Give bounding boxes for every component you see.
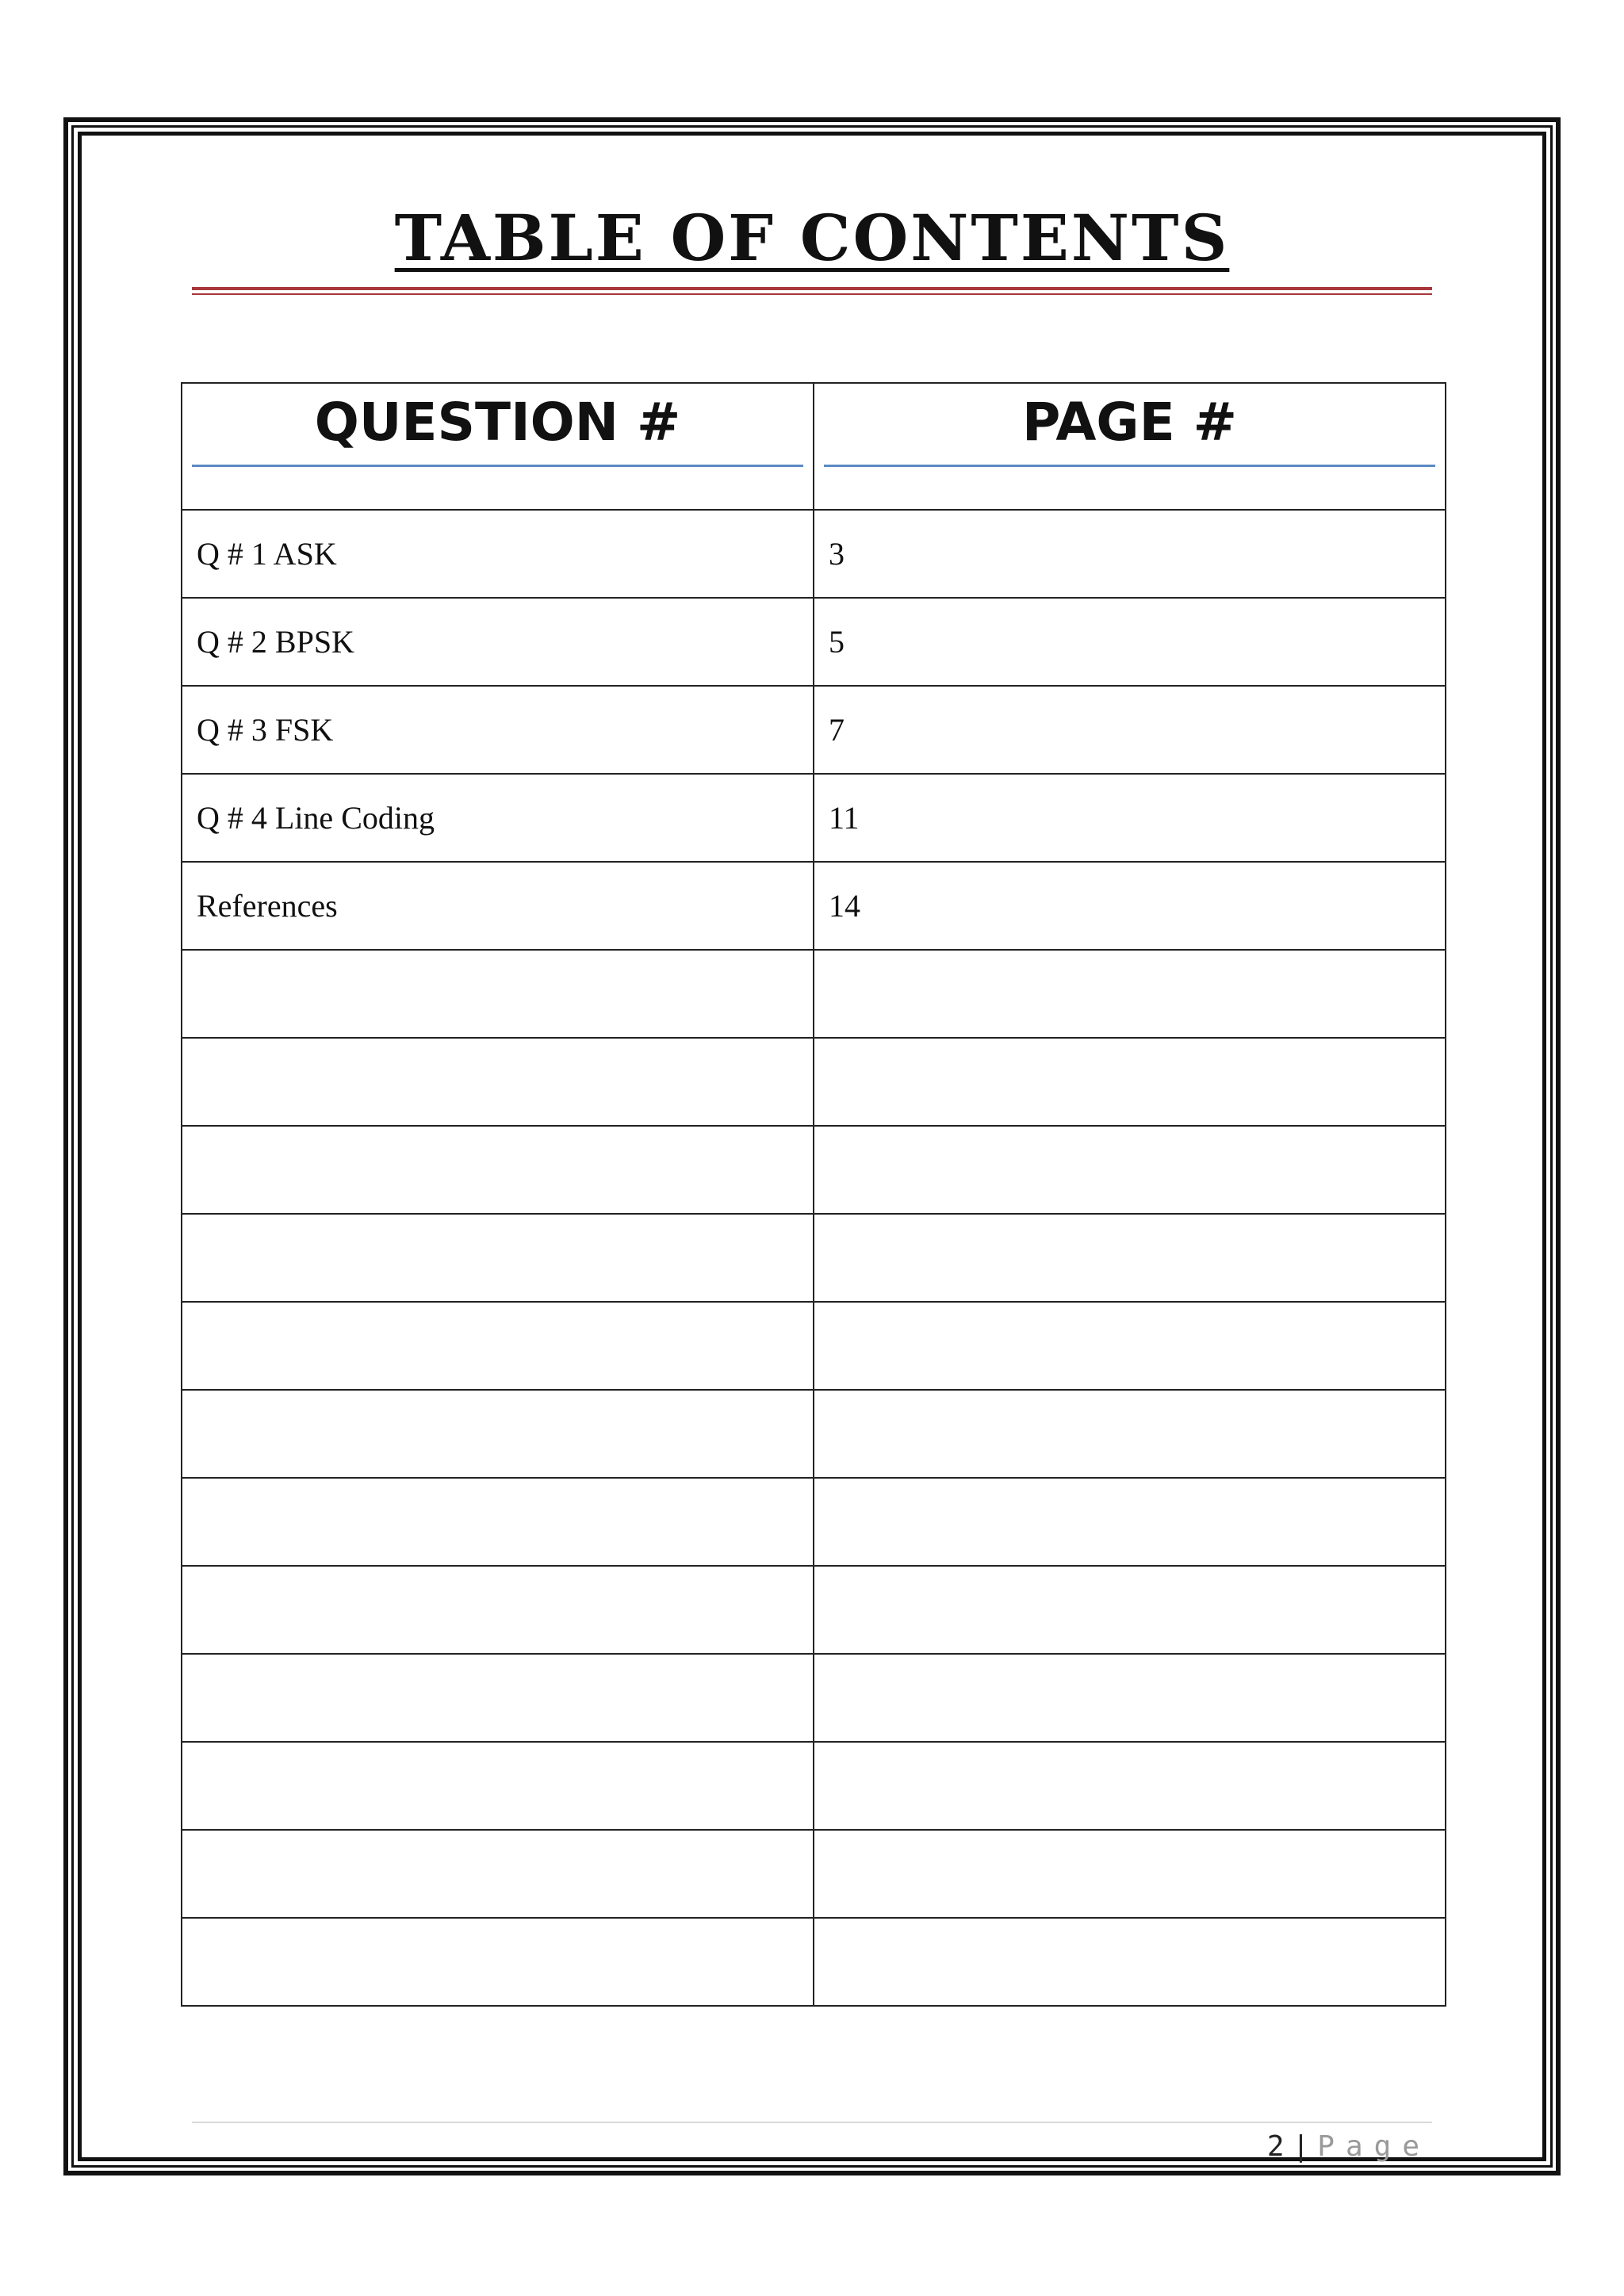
table-row (182, 862, 1446, 950)
header-underline (824, 465, 1435, 467)
toc-page-cell (814, 1742, 1446, 1830)
toc-question-cell (182, 1214, 814, 1302)
table-row (182, 1742, 1446, 1830)
toc-page-text: 7 (829, 712, 845, 748)
footer-page-number: 2 (1266, 2130, 1285, 2163)
page-footer (1267, 2130, 1431, 2164)
table-row (182, 686, 1446, 774)
toc-page-text: 3 (829, 536, 845, 572)
toc-page-text: 5 (829, 624, 845, 660)
toc-question-cell (182, 1918, 814, 2006)
table-row (182, 598, 1446, 686)
toc-question-cell (182, 598, 814, 686)
toc-question-cell (182, 1390, 814, 1478)
toc-page-cell (814, 1918, 1446, 2006)
toc-question-text (182, 1592, 197, 1628)
toc-question-cell (182, 1742, 814, 1830)
table-row (182, 1390, 1446, 1478)
toc-header-page (814, 383, 1446, 510)
toc-question-text (182, 1768, 197, 1804)
toc-question-text (182, 1240, 197, 1276)
toc-page-cell (814, 1566, 1446, 1654)
toc-question-cell (182, 1830, 814, 1918)
toc-question-text (182, 1328, 197, 1364)
footer-separator: | (1292, 2130, 1310, 2163)
toc-question-text: Q # 3 FSK (197, 712, 334, 748)
toc-question-text (182, 1504, 197, 1540)
toc-question-text: Q # 4 Line Coding (197, 800, 435, 836)
toc-page-text (814, 1768, 829, 1804)
toc-question-text (182, 1152, 197, 1188)
table-row (182, 1830, 1446, 1918)
table-row (182, 1918, 1446, 2006)
toc-page-cell (814, 1478, 1446, 1566)
toc-question-cell (182, 950, 814, 1038)
page-title-text: TABLE OF CONTENTS (394, 201, 1230, 275)
toc-page-cell (814, 686, 1446, 774)
table-row (182, 774, 1446, 862)
toc-page-cell (814, 1038, 1446, 1126)
toc-page-text (814, 1152, 829, 1188)
toc-page-cell (814, 1654, 1446, 1742)
toc-question-text (182, 1680, 197, 1716)
toc-page-text (814, 1416, 829, 1452)
toc-page-cell (814, 598, 1446, 686)
toc-question-cell (182, 686, 814, 774)
toc-header-page-label: PAGE # (1022, 392, 1237, 453)
toc-page-cell (814, 862, 1446, 950)
table-row (182, 1302, 1446, 1390)
toc-page-text (814, 1856, 829, 1892)
toc-question-cell (182, 510, 814, 598)
toc-page-cell (814, 1214, 1446, 1302)
toc-page-text: 11 (829, 800, 860, 836)
toc-question-text: Q # 2 BPSK (197, 624, 354, 660)
toc-page-cell (814, 774, 1446, 862)
toc-page-cell (814, 950, 1446, 1038)
toc-page-cell (814, 510, 1446, 598)
toc-question-cell (182, 862, 814, 950)
toc-page-cell (814, 1390, 1446, 1478)
toc-question-cell (182, 774, 814, 862)
toc-question-text (182, 1944, 197, 1980)
toc-page-text (814, 1504, 829, 1540)
toc-page-text (814, 976, 829, 1012)
table-row (182, 510, 1446, 598)
toc-question-text (182, 1856, 197, 1892)
toc-question-text (182, 976, 197, 1012)
footer-page-label: Page (1317, 2130, 1431, 2163)
title-divider-thick (192, 287, 1432, 290)
toc-question-cell (182, 1126, 814, 1214)
table-row (182, 950, 1446, 1038)
toc-page-text: 14 (829, 888, 860, 924)
toc-page-text (814, 1680, 829, 1716)
toc-table (181, 382, 1446, 2007)
toc-question-cell (182, 1654, 814, 1742)
toc-question-cell (182, 1302, 814, 1390)
toc-page-text (814, 1592, 829, 1628)
toc-question-text: References (197, 888, 338, 924)
toc-page-cell (814, 1830, 1446, 1918)
toc-question-text (182, 1064, 197, 1100)
toc-header-row (182, 383, 1446, 510)
toc-question-text: Q # 1 ASK (197, 536, 337, 572)
table-row (182, 1654, 1446, 1742)
toc-header-question (182, 383, 814, 510)
toc-question-cell (182, 1478, 814, 1566)
toc-question-cell (182, 1038, 814, 1126)
table-row (182, 1566, 1446, 1654)
page-title (0, 198, 1624, 277)
toc-page-text (814, 1944, 829, 1980)
table-row (182, 1038, 1446, 1126)
table-row (182, 1214, 1446, 1302)
toc-page-cell (814, 1302, 1446, 1390)
toc-page-text (814, 1064, 829, 1100)
table-row (182, 1126, 1446, 1214)
toc-question-text (182, 1416, 197, 1452)
header-underline (192, 465, 803, 467)
toc-page-cell (814, 1126, 1446, 1214)
toc-page-text (814, 1240, 829, 1276)
toc-header-question-label: QUESTION # (314, 392, 681, 453)
title-divider-thin (192, 293, 1432, 295)
footer-divider (192, 2122, 1432, 2123)
toc-body (182, 510, 1446, 2006)
table-row (182, 1478, 1446, 1566)
toc-question-cell (182, 1566, 814, 1654)
toc-page-text (814, 1328, 829, 1364)
